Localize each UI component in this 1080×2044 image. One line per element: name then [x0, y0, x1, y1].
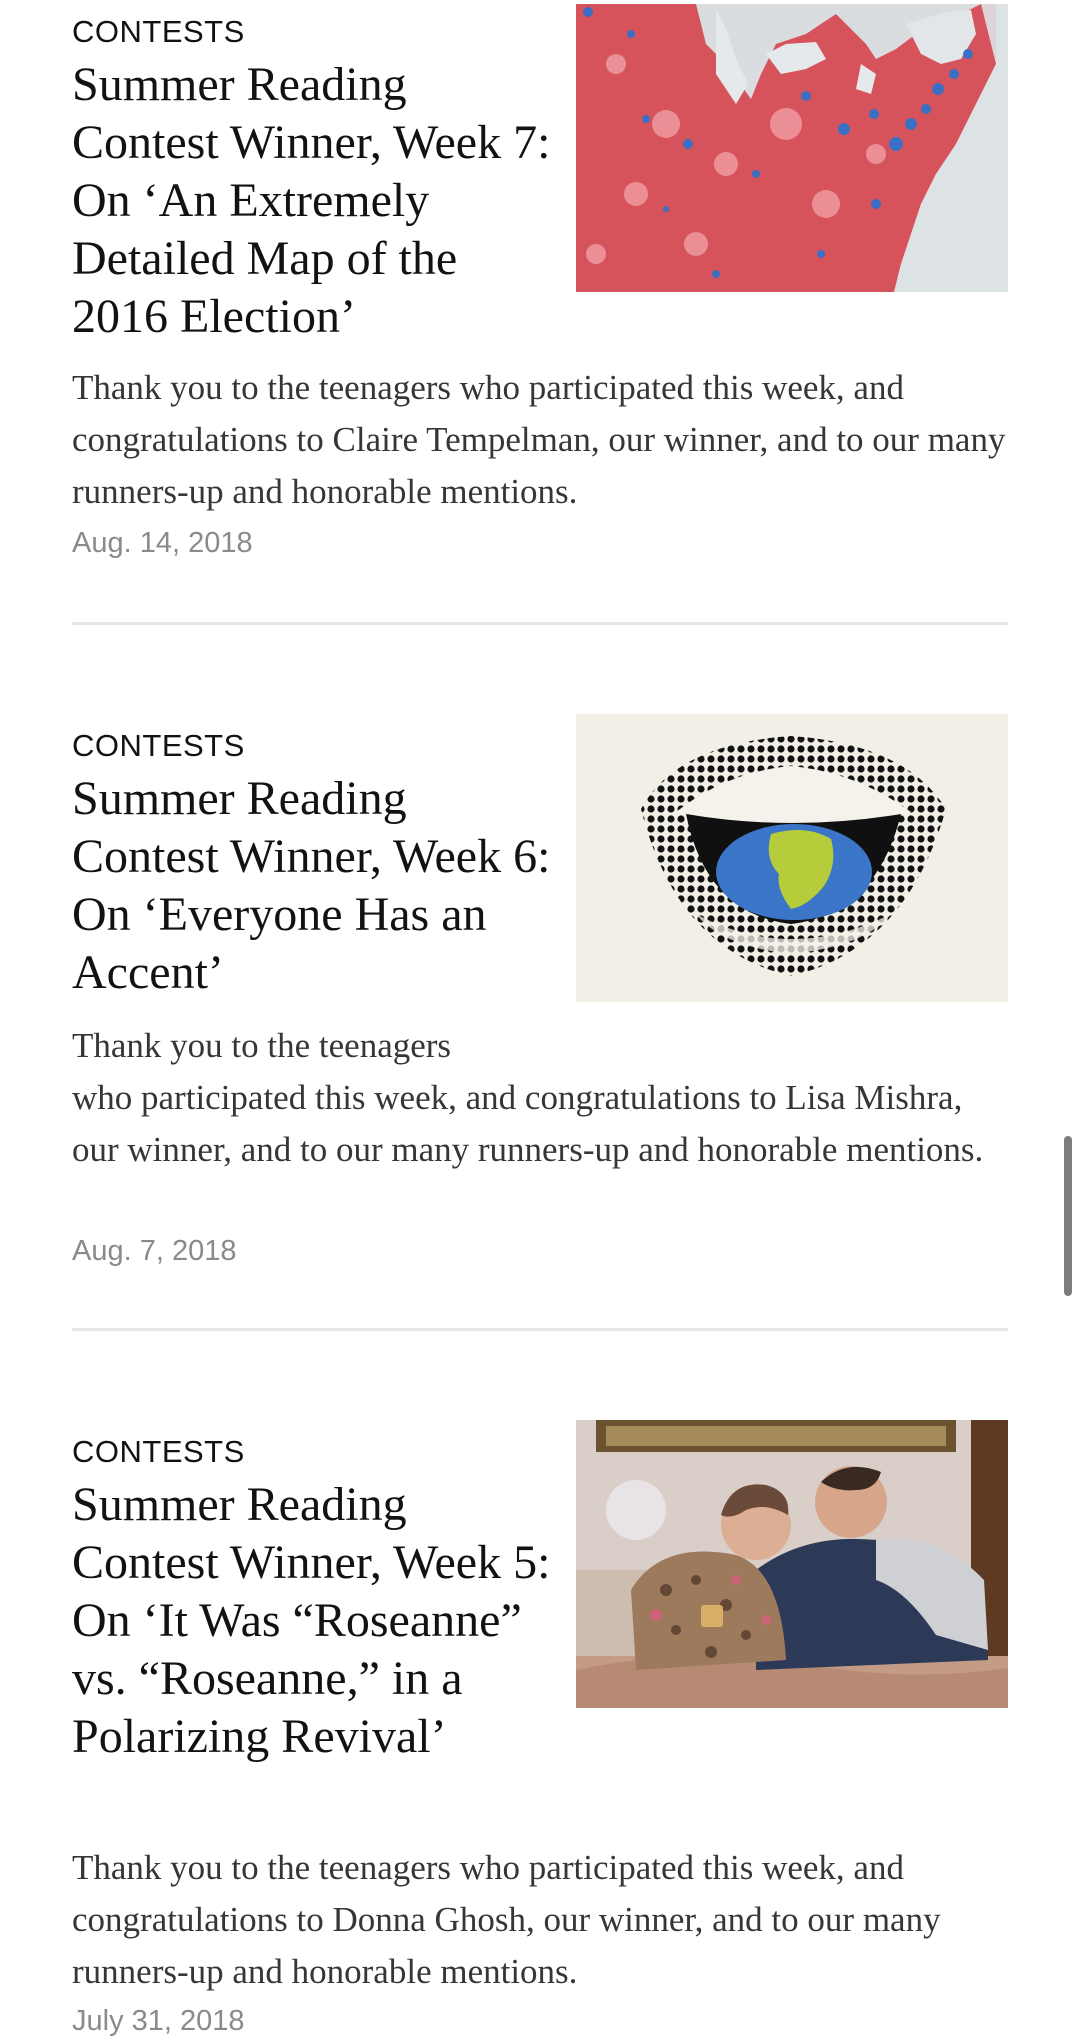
- mouth-globe-image: [576, 714, 1008, 1002]
- election-map-image: [576, 4, 1008, 292]
- article-date: Aug. 7, 2018: [72, 1235, 237, 1267]
- article-summary: Thank you to the teenagers who participated this week, and congratulations to Claire Tempelman, our winner, and to our many runners-up and honorable mentions.: [72, 368, 1006, 511]
- article-card[interactable]: [72, 714, 1008, 1274]
- article-thumbnail-election-map[interactable]: [576, 4, 1008, 292]
- article-kicker[interactable]: CONTESTS: [72, 1434, 245, 1469]
- article-summary: Thank you to the teenagers who participated this week, and congratulations to Donna Ghosh, our winner, and to our many runners-up and honorable mentions.: [72, 1848, 941, 1991]
- article-summary-rest: who participated this week, and congratulations to Lisa Mishra, our winner, and to our many runners-up and honorable mentions.: [72, 1078, 984, 1169]
- article-thumbnail-mouth-globe[interactable]: [576, 714, 1008, 1002]
- scrollbar-thumb[interactable]: [1064, 1136, 1072, 1296]
- article-divider: [72, 1328, 1008, 1331]
- article-kicker[interactable]: CONTESTS: [72, 14, 245, 49]
- article-card[interactable]: [72, 1420, 1008, 2044]
- article-headline[interactable]: Summer Reading Contest Winner, Week 7: On ‘An Extremely Detailed Map of the 2016 Election’: [72, 58, 551, 343]
- roseanne-photo-image: [576, 1420, 1008, 1708]
- article-summary-line-1: Thank you to the teenagers: [72, 1026, 452, 1065]
- article-thumbnail-roseanne[interactable]: [576, 1420, 1008, 1708]
- article-date: July 31, 2018: [72, 2005, 245, 2037]
- article-summary: [72, 1020, 1008, 1176]
- article-divider: [72, 622, 1008, 625]
- article-headline[interactable]: Summer Reading Contest Winner, Week 6: On ‘Everyone Has an Accent’: [72, 772, 551, 999]
- article-headline[interactable]: Summer Reading Contest Winner, Week 5: On ‘It Was “Roseanne” vs. “Roseanne,” in a Polarizing Revival’: [72, 1478, 551, 1763]
- article-kicker[interactable]: CONTESTS: [72, 728, 245, 763]
- article-date: Aug. 14, 2018: [72, 527, 253, 559]
- article-card[interactable]: [72, 0, 1008, 570]
